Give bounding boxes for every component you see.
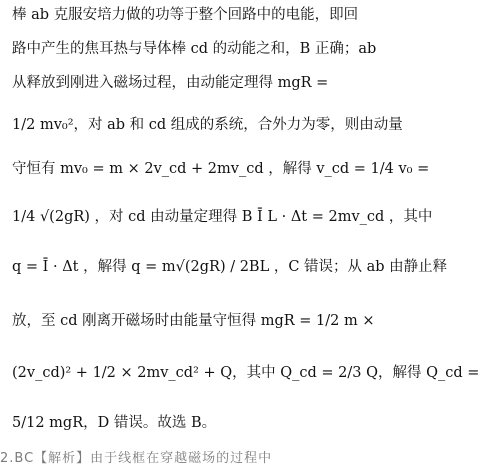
line-6-text: 1/4 √(2gR) ，对 cd 由动量定理得 B Ī L · Δt = 2mv_cd ，其中 [12,209,433,225]
line-5-text: 守恒有 mv₀ = m × 2v_cd + 2mv_cd ，解得 v_cd = 1/4 v₀ = [12,161,430,177]
text-line-6 [12,208,457,226]
text-line-9 [12,364,479,382]
text-line-4 [12,116,457,134]
text-line-8 [12,312,457,330]
text-line-7 [12,258,457,276]
cut-off-text-line [0,447,465,466]
text-line-3 [12,74,457,92]
line-4-text: 1/2 mv₀²，对 ab 和 cd 组成的系统，合外力为零，则由动量 [12,117,403,133]
text-line-1 [12,6,457,24]
line-10-text: 5/12 mgR，D 错误。故选 B。 [12,415,217,431]
text-line-10 [12,414,457,432]
line-1-text: 棒 ab 克服安培力做的功等于整个回路中的电能，即回 [12,7,359,23]
line-3-text: 从释放到刚进入磁场过程，由动能定理得 mgR = [12,75,329,91]
line-7-text: q = Ī · Δt ，解得 q = m√(2gR) / 2BL ，C 错误；从 ab 由静止释 [12,259,448,275]
text-line-2 [12,40,457,58]
text-line-5 [12,160,457,178]
line-2-text: 路中产生的焦耳热与导体棒 cd 的动能之和，B 正确；ab [12,41,377,57]
line-9-text: (2v_cd)² + 1/2 × 2mv_cd² + Q，其中 Q_cd = 2/3 Q，解得 Q_cd = [12,365,479,381]
line-8-text: 放，至 cd 刚离开磁场时由能量守恒得 mgR = 1/2 m × [12,313,375,329]
cut-off-text: 2.BC【解析】由于线框在穿越磁场的过程中 [0,451,273,466]
